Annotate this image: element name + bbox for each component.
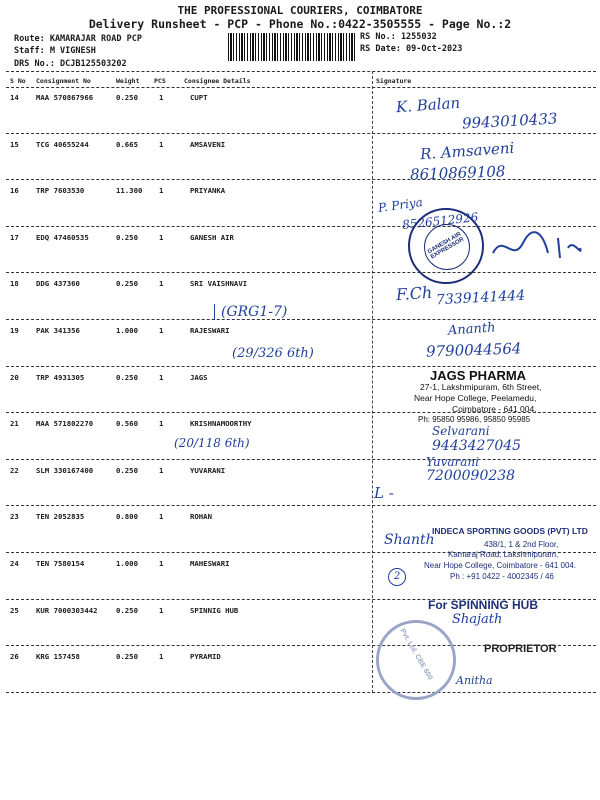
hw-r15-phone: 8610869108 xyxy=(409,162,506,184)
row-pcs: 1 xyxy=(159,465,164,475)
jags-stamp-address-2: Near Hope College, Peelamedu, xyxy=(414,393,537,403)
hw-r22-phone2: 7200090238 xyxy=(426,468,516,484)
ganesh-air-seal xyxy=(408,208,484,284)
col-pcs: PCS xyxy=(154,77,166,85)
row-consignment-no: EDQ 47460535 xyxy=(36,232,89,242)
spinning-hub-stamp: For SPINNING HUB xyxy=(428,598,539,612)
row-weight: 1.000 xyxy=(116,559,138,568)
document-title: THE PROFESSIONAL COURIERS, COIMBATORE xyxy=(177,4,423,17)
row-consignment-no: KRG 157458 xyxy=(36,652,80,662)
row-consignee: GANESH AIR xyxy=(190,232,234,242)
document-subtitle: Delivery Runsheet - PCP - Phone No.:0422-3505555 - Page No.:2 xyxy=(88,17,512,31)
row-weight: 0.250 xyxy=(116,372,138,382)
indeca-stamp-address-3: Near Hope College, Coimbatore - 641 004. xyxy=(424,561,577,570)
hw-r22-name2: Yuvarani xyxy=(426,455,479,469)
jags-stamp-phone: Ph: 95850 95986, 95850 95985 xyxy=(418,415,531,424)
row-pcs: 1 xyxy=(159,326,164,335)
table-top-rule xyxy=(6,71,596,72)
table-row xyxy=(0,180,600,227)
rs-date: RS Date: 09-Oct-2023 xyxy=(360,44,463,54)
row-consignment-no: SLM 330167400 xyxy=(36,465,94,475)
row-consignment-no: MAA 570867966 xyxy=(36,93,94,102)
row-consignment-no: TEN 7580154 xyxy=(36,559,85,568)
row-pcs: 1 xyxy=(159,232,164,242)
hw-r22-note: (20/118 6th) xyxy=(174,436,250,450)
row-consignment-no: TRP 7603530 xyxy=(36,186,85,196)
hw-r22-name1: Selvarani xyxy=(432,424,490,438)
row-weight: 0.250 xyxy=(116,465,138,475)
row-sno: 22 xyxy=(10,465,19,475)
col-signature: Signature xyxy=(376,77,412,85)
pyramid-faded-seal xyxy=(376,620,456,700)
row-consignee: PYRAMID xyxy=(190,652,221,662)
hw-r16-phone: 8526512926 xyxy=(401,210,479,232)
row-sno: 19 xyxy=(10,326,19,335)
row-consignment-no: TRP 4931305 xyxy=(36,372,85,382)
row-consignee: SRI VAISHNAVI xyxy=(190,279,248,289)
row-sno: 20 xyxy=(10,372,19,382)
indeca-stamp-address-1: 438/1, 1 & 2nd Floor, xyxy=(484,540,559,549)
jags-stamp-name: JAGS PHARMA xyxy=(430,368,527,383)
row-consignment-no: KUR 7000303442 xyxy=(36,605,98,615)
row-consignee: ROHAN xyxy=(190,512,212,522)
row-consignment-no: PAK 341356 xyxy=(36,326,80,335)
row-consignment-no: TCG 40655244 xyxy=(36,139,89,149)
row-sno: 21 xyxy=(10,419,19,429)
row-sno: 25 xyxy=(10,605,19,615)
ganesh-seal-text: GANESH AIR EXPRESSOR xyxy=(426,231,466,261)
row-consignee: KRISHNAMOORTHY xyxy=(190,419,252,429)
hw-r20-phone: 9790044564 xyxy=(425,339,522,361)
barcode xyxy=(228,33,356,61)
row-pcs: 1 xyxy=(159,652,164,662)
row-weight: 0.250 xyxy=(116,652,138,662)
row-weight: 0.250 xyxy=(116,279,138,289)
hw-r15-name: R. Amsaveni xyxy=(419,138,515,164)
hw-r19-note: (GRG1-7) xyxy=(214,304,287,320)
row-pcs: 1 xyxy=(159,605,164,615)
row-weight: 0.250 xyxy=(116,93,138,102)
row-sno: 17 xyxy=(10,232,19,242)
row-sno: 15 xyxy=(10,139,19,149)
row-weight: 0.665 xyxy=(116,139,138,149)
r17-signature-squiggle xyxy=(488,228,588,268)
row-pcs: 1 xyxy=(159,372,164,382)
hw-r18-phone: 7339141444 xyxy=(435,287,526,309)
proprietor-label: PROPRIETOR xyxy=(484,643,557,655)
hw-r20-note: (29/326 6th) xyxy=(232,346,314,361)
row-weight: 1.000 xyxy=(116,326,138,335)
row-pcs: 1 xyxy=(159,186,164,196)
row-pcs: 1 xyxy=(159,419,164,429)
row-pcs: 1 xyxy=(159,139,164,149)
hw-r23-mark: L - xyxy=(374,484,394,502)
hw-r22-phone1: 9443427045 xyxy=(432,438,522,454)
hw-r24-signature: Shanth xyxy=(384,532,435,548)
row-consignee: MAHESWARI xyxy=(190,559,230,568)
rs-number: RS No.: 1255032 xyxy=(360,32,437,42)
hw-r26-signature: Anitha xyxy=(456,674,493,687)
row-consignee: JAGS xyxy=(190,372,208,382)
route-label: Route: KAMARAJAR ROAD PCP xyxy=(14,34,142,44)
hw-r16-name: P. Priya xyxy=(377,194,424,216)
drs-label: DRS No.: DCJB125503202 xyxy=(14,59,127,69)
row-sno: 16 xyxy=(10,186,19,196)
row-pcs: 1 xyxy=(159,512,164,522)
row-consignee: RAJESWARI xyxy=(190,326,230,335)
row-pcs: 1 xyxy=(159,279,164,289)
row-weight: 0.560 xyxy=(116,419,138,429)
row-sno: 23 xyxy=(10,512,19,522)
row-sno: 18 xyxy=(10,279,19,289)
row-consignment-no: MAA 571802270 xyxy=(36,419,94,429)
row-sno: 26 xyxy=(10,652,19,662)
indeca-stamp-name: INDECA SPORTING GOODS (PVT) LTD xyxy=(432,526,588,536)
row-consignee: YUVARANI xyxy=(190,465,226,475)
row-pcs: 1 xyxy=(159,559,164,568)
jags-stamp-address-1: 27-1, Lakshmipuram, 6th Street, xyxy=(420,382,542,392)
staff-label: Staff: M VIGNESH xyxy=(14,46,96,56)
col-consignee: Consignee Details xyxy=(184,77,251,85)
row-weight: 0.250 xyxy=(116,232,138,242)
row-consignment-no: DDG 437360 xyxy=(36,279,80,289)
row-consignment-no: TEN 2052835 xyxy=(36,512,85,522)
row-weight: 11.300 xyxy=(116,186,143,196)
pyramid-seal-text: Pvt. Ltd. CBE 600 xyxy=(398,627,434,682)
col-weight: Weight xyxy=(116,77,140,85)
row-rule xyxy=(6,692,596,693)
row-weight: 0.800 xyxy=(116,512,138,522)
row-consignee: SPINNIG HUB xyxy=(190,605,239,615)
hw-r14-name: K. Balan xyxy=(395,93,461,117)
row-sno: 14 xyxy=(10,93,19,102)
jags-stamp-address-3: Coimbatore - 641 004. xyxy=(452,404,537,414)
hw-r14-phone: 9943010433 xyxy=(461,109,558,133)
row-pcs: 1 xyxy=(159,93,164,102)
indeca-stamp-address-2: Kamaraj Road, Lakshmipuram, xyxy=(448,550,559,559)
hw-r24-circle: 2 xyxy=(388,568,406,586)
row-weight: 0.250 xyxy=(116,605,138,615)
row-consignee: PRIYANKA xyxy=(190,186,226,196)
hw-r18-name: F.Ch xyxy=(395,282,433,305)
hw-r20-name: Ananth xyxy=(447,320,496,339)
spinning-hub-signature: Shajath xyxy=(452,612,503,627)
row-consignee: AMSAVENI xyxy=(190,139,226,149)
col-consignment: Consignment No xyxy=(36,77,91,85)
indeca-stamp-phone: Ph : +91 0422 - 4002345 / 46 xyxy=(450,572,554,581)
row-consignee: CUPT xyxy=(190,93,208,102)
col-sno: S No xyxy=(10,77,26,85)
row-sno: 24 xyxy=(10,559,19,568)
